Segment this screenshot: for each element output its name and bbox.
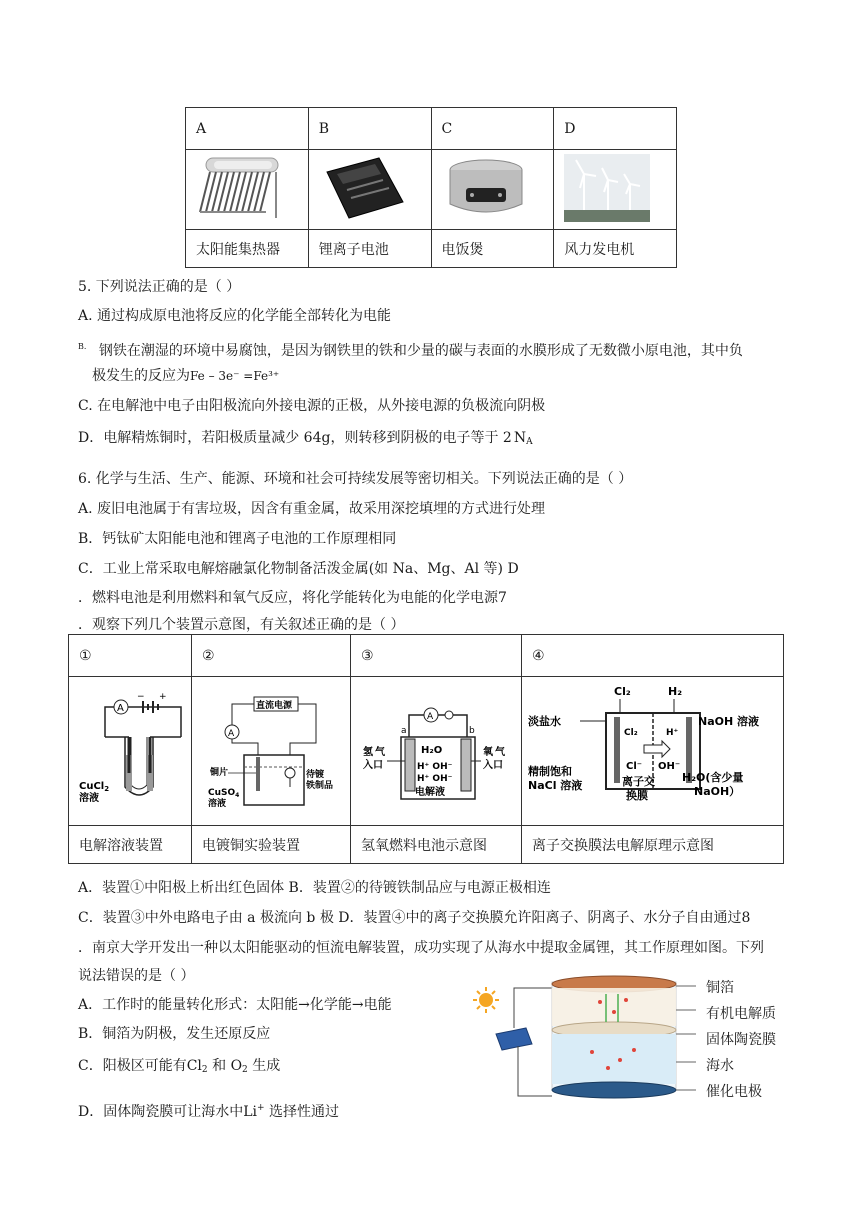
q5-option-c: C. 在电解池中电子由阳极流向外接电源的正极，从外接电源的负极流向阴极 [78, 398, 546, 414]
fig1-solution-word: 溶液 [79, 793, 99, 804]
fig2-ammeter: A [228, 729, 235, 739]
q5-option-b-line2 [92, 366, 279, 386]
fig3-a: a [401, 726, 407, 736]
table2-header-4: ④ [522, 635, 784, 677]
q6-option-c: C．工业上常采取电解熔融氯化物制备活泼金属(如 Na、Mg、Al 等) D [78, 561, 519, 577]
q8-option-b: B．铜箔为阴极，发生还原反应 [78, 1026, 271, 1042]
q5-option-b-line2-text: 极发生的反应为 [92, 368, 190, 384]
fig3-electrolyte: 电解液 [415, 787, 445, 798]
fig4-sat1: 精制饱和 [528, 765, 572, 778]
table1-image-cell-c [431, 150, 554, 230]
svg-text:−: − [137, 692, 145, 702]
fig4-brine: 淡盐水 [528, 715, 561, 728]
fig4-cell [522, 677, 784, 826]
fig3-water: H₂O [421, 745, 443, 756]
q8-option-d-pre: D．固体陶瓷膜可让海水中 [78, 1104, 244, 1120]
table2-caption-3: 氢氧燃料电池示意图 [351, 826, 522, 864]
fig2-power: 直流电源 [256, 701, 293, 711]
q7-stem: ．观察下列几个装置示意图，有关叙述正确的是（ ） [78, 617, 405, 633]
fig2-item2: 铁制品 [306, 781, 334, 791]
fig1-ammeter: A [117, 703, 124, 714]
table1-image-cell-d [554, 150, 677, 230]
fig1-solution: CuCl [79, 781, 105, 792]
fig4-ohminus: OH⁻ [658, 761, 681, 772]
electroplating-diagram [192, 677, 350, 821]
q5-option-b-formula: Fe – 3e⁻ =Fe³⁺ [190, 369, 280, 383]
svg-text:CuSO4 [208, 788, 239, 799]
fig1-cell [69, 677, 192, 826]
q8-stem-line2: 说法错误的是（ ） [78, 968, 195, 984]
q8-option-c-and: 和 [207, 1058, 231, 1074]
q8-option-c-cl-sub: 2 [201, 1065, 208, 1075]
fig4-mem2: 换膜 [626, 789, 648, 802]
q8-stem-line1: ．南京大学开发出一种以太阳能驱动的恒流电解装置，成功实现了从海水中提取金属锂，其工作原理如图。下列 [78, 940, 764, 956]
q5-option-d-text: D．电解精炼铜时，若阳极质量减少 64g，则转移到阴极的电子等于 2 [78, 430, 512, 446]
fig4-mem1: 离子交 [622, 775, 655, 788]
fig3-h2-1: 氢 [363, 747, 373, 758]
sun-icon [473, 987, 499, 1013]
table2-header-1: ① [69, 635, 192, 677]
table1-header-d: D [554, 108, 677, 150]
lithium-battery-image [319, 154, 409, 222]
q8-option-a: A．工作时的能量转化形式：太阳能→化学能→电能 [78, 997, 392, 1013]
table2-caption-1: 电解溶液装置 [69, 826, 192, 864]
fig2-copper: 铜片 [210, 768, 229, 778]
fig2-sol: CuSO [208, 788, 236, 798]
fig3-o2-3: 入口 [483, 760, 503, 771]
fig1-solution-sub: 2 [104, 785, 110, 793]
table1-caption-b: 锂离子电池 [308, 230, 431, 268]
table1-image-cell-a [186, 150, 309, 230]
table2-caption-4: 离子交换膜法电解原理示意图 [522, 826, 784, 864]
q8-option-d-li: Li [243, 1104, 258, 1120]
q8-fig-label-seawater: 海水 [706, 1058, 734, 1074]
q5-option-d [78, 428, 533, 452]
fig3-cell [351, 677, 522, 826]
q8-fig-label-ceramic: 固体陶瓷膜 [706, 1032, 776, 1048]
lithium-extraction-diagram [470, 972, 700, 1112]
q6-option-d: ．燃料电池是利用燃料和氧气反应，将化学能转化为电能的化学电源7 [78, 590, 507, 606]
solar-panel [496, 1028, 532, 1050]
svg-text:+: + [159, 692, 167, 702]
fig3-h2-2: 气 [375, 747, 385, 758]
q6-option-a: A. 废旧电池属于有害垃圾，因含有重金属，故采用深挖填埋的方式进行处理 [78, 501, 546, 517]
fig2-cell [192, 677, 351, 826]
q8-fig-label-electrolyte: 有机电解质 [706, 1006, 776, 1022]
electrolysis-cell-diagram [69, 677, 191, 821]
fig3-ions2: H⁺ OH⁻ [417, 774, 453, 784]
q7-option-ab: A．装置①中阳极上析出红色固体 B．装置②的待镀铁制品应与电源正极相连 [78, 880, 551, 896]
q5-stem: 5. 下列说法正确的是（ ） [78, 279, 241, 295]
fig4-cl2-in: Cl₂ [624, 728, 638, 738]
fig4-water2: NaOH） [694, 785, 741, 798]
wind-turbine-image [564, 154, 654, 222]
fig3-ions1: H⁺ OH⁻ [417, 762, 453, 772]
q5-option-b-line1 [78, 337, 743, 361]
q8-option-c [78, 1056, 280, 1080]
rice-cooker-image [442, 154, 532, 222]
q5-option-b-prefix: B. [78, 342, 87, 351]
fig3-h2-3: 入口 [363, 760, 383, 771]
fig2-sol2: 溶液 [208, 799, 227, 809]
q7-option-cd: C．装置③中外电路电子由 a 极流向 b 极 D．装置④中的离子交换膜允许阳离子、阴离子、水分子自由通过8 [78, 910, 751, 926]
table1-header-c: C [431, 108, 554, 150]
q8-fig-label-electrode: 催化电极 [706, 1084, 762, 1100]
ion-exchange-membrane-diagram [522, 677, 782, 821]
q8-option-c-o-sub: 2 [242, 1065, 248, 1075]
fig3-ammeter: A [427, 712, 434, 722]
energy-devices-table [185, 107, 677, 268]
table2-caption-2: 电镀铜实验装置 [192, 826, 351, 864]
fuel-cell-diagram [351, 677, 521, 821]
q5-option-d-unit: N [513, 430, 527, 446]
fig2-sol-sub: 4 [235, 792, 240, 799]
fig4-h2: H₂ [668, 685, 683, 698]
solar-water-heater-image [196, 154, 286, 222]
svg-text:CuCl2 [79, 781, 109, 793]
q5-option-d-unit-sub: A [526, 437, 533, 447]
q8-option-d [78, 1098, 339, 1122]
table2-header-2: ② [192, 635, 351, 677]
fig2-item: 待镀 [306, 770, 325, 780]
q8-option-c-cl: Cl [186, 1058, 202, 1074]
table1-caption-d: 风力发电机 [554, 230, 677, 268]
fig4-sat2: NaCl 溶液 [528, 779, 583, 792]
fig4-naoh: NaOH 溶液 [698, 715, 760, 728]
fig3-o2-1: 氧 [483, 747, 493, 758]
fig4-water1: H₂O(含少量 [682, 771, 744, 784]
q8-option-d-post: 选择性通过 [264, 1104, 340, 1120]
table1-caption-c: 电饭煲 [431, 230, 554, 268]
q5-option-a: A. 通过构成原电池将反应的化学能全部转化为电能 [78, 308, 392, 324]
q8-option-d-li-sup: + [257, 1103, 265, 1113]
table1-caption-a: 太阳能集热器 [186, 230, 309, 268]
fig4-hplus: H⁺ [666, 728, 679, 738]
fig3-b: b [469, 726, 475, 736]
q5-option-b-text: 钢铁在潮湿的环境中易腐蚀，是因为钢铁里的铁和少量的碳与表面的水膜形成了无数微小原电池，其中负 [98, 343, 743, 359]
fig4-cl2: Cl₂ [614, 685, 631, 698]
q8-option-c-post: 生成 [247, 1058, 281, 1074]
table1-header-a: A [186, 108, 309, 150]
q8-option-c-o: O [230, 1058, 243, 1074]
table2-header-3: ③ [351, 635, 522, 677]
q8-option-c-pre: C．阳极区可能有 [78, 1058, 187, 1074]
q6-stem: 6. 化学与生活、生产、能源、环境和社会可持续发展等密切相关。下列说法正确的是（ ） [78, 471, 633, 487]
q6-option-b: B．钙钛矿太阳能电池和锂离子电池的工作原理相同 [78, 531, 397, 547]
table1-header-b: B [308, 108, 431, 150]
q8-fig-label-copper: 铜箔 [706, 980, 734, 996]
table1-image-cell-b [308, 150, 431, 230]
fig4-clminus: Cl⁻ [626, 761, 643, 772]
fig3-o2-2: 气 [495, 747, 505, 758]
apparatus-table [68, 634, 784, 864]
